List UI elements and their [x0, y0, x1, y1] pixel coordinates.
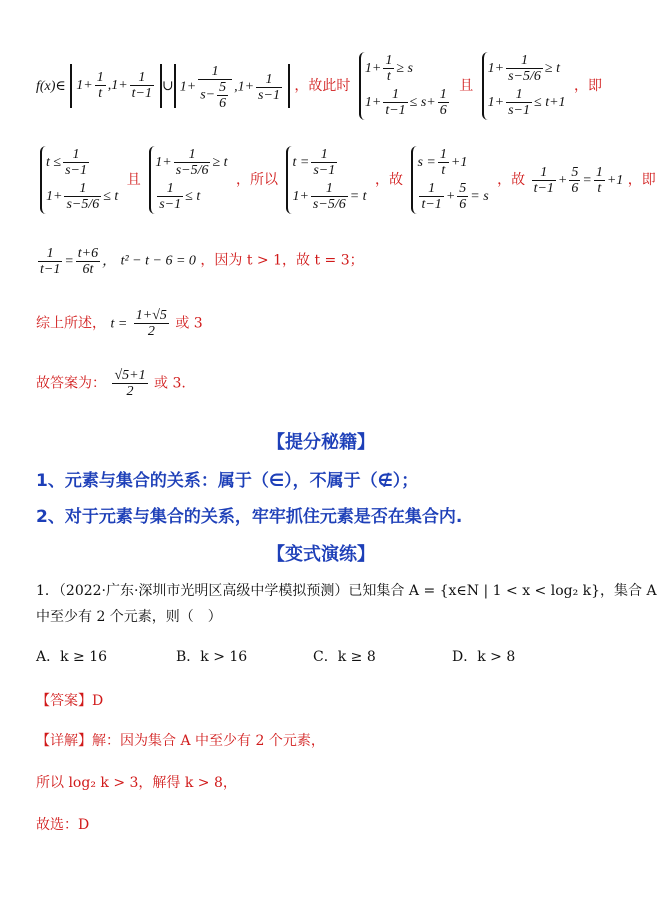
systems-line — [36, 146, 656, 214]
quadratic-equation: t² − t − 6 = 0 — [120, 253, 196, 269]
summary-line: 综上所述， t = $\frac{1+√5}{2}$ 或 3 — [36, 308, 203, 339]
detail-line-2: 所以 log₂ k > 3，解得 k > 8， — [36, 775, 237, 791]
quadratic-line — [36, 246, 618, 277]
choice-d: D．k > 8 — [452, 649, 516, 665]
connector-text: ，故 — [375, 172, 404, 188]
fx-expression: f(x)∈ — [36, 79, 66, 94]
connector-text: ，所以 — [236, 172, 279, 188]
connector-text: ，即 — [627, 172, 656, 188]
detail-label: 【详解】 — [36, 733, 92, 749]
section-heading-tips: 【提分秘籍】 — [267, 432, 375, 453]
summary-fraction: $\frac{1+√5}{2}$ — [135, 308, 167, 339]
connector-text: ，故此时 — [294, 78, 351, 94]
detail-line-1 — [36, 730, 618, 750]
answer-prefix: 故答案为： — [36, 375, 106, 392]
answer-line — [36, 368, 618, 399]
summary-suffix: 或 3 — [175, 315, 203, 332]
connector-text: ，即 — [574, 78, 602, 94]
tip-item-1: 1、元素与集合的关系：属于（∈），不属于（∉）； — [36, 471, 419, 491]
conclusion-line: 故选：D — [36, 817, 90, 833]
interval-bracket-1: 1+ $\frac{1}{t}$ ,1+ $\frac{1}{t-1}$ — [70, 64, 162, 108]
system-6: s = $\frac{1}{t}$ +1 $\frac{1}{t-1}$ + $\frac{5}{6}$ = s — [411, 146, 488, 214]
tip-item-2: 2、对于元素与集合的关系，牢牢抓住元素是否在集合内. — [36, 507, 463, 527]
conclusion-text: ，因为 t > 1，故 t = 3； — [200, 252, 364, 269]
equation-inline: $\frac{1}{t-1}$ + $\frac{5}{6}$ = $\frac{1}{t}$ +1 — [533, 165, 624, 197]
system-3: t ≤ $\frac{1}{s-1}$ 1+ $\frac{1}{s-5/6}$ ≤ t — [40, 146, 118, 214]
answer-fraction: $\frac{√5+1}{2}$ — [114, 368, 146, 399]
choice-a: A．k ≥ 16 — [36, 649, 108, 665]
system-1: 1+ $\frac{1}{t}$ ≥ s 1+ $\frac{1}{t-1}$ ≤ s+ $\frac{1}{6}$ — [359, 52, 451, 120]
connector-text: 且 — [459, 78, 474, 94]
fraction-equation: $\frac{1}{t-1}$ = $\frac{t+6}{6t}$ ， — [40, 246, 117, 277]
section-heading-practice: 【变式演练】 — [267, 544, 375, 565]
interval-bracket-2: 1+ 1 s− $\frac{5}{6}$ ,1+ $\frac{1}{s-1}$ — [174, 64, 290, 108]
system-4: 1+ $\frac{1}{s-5/6}$ ≥ t $\frac{1}{s-1}$ ≤ t — [149, 146, 227, 214]
question-line-1: 1．（2022·广东·深圳市光明区高级中学模拟预测）已知集合 A = {x∈N | 1 < x < log₂ k}，集合 A — [36, 583, 657, 599]
question-line-2: 中至少有 2 个元素，则（ ） — [36, 609, 222, 625]
choice-c: C．k ≥ 8 — [313, 649, 376, 665]
choice-b: B．k > 16 — [176, 649, 248, 665]
system-5: t = $\frac{1}{s-1}$ 1+ $\frac{1}{s-5/6}$ = t — [286, 146, 366, 214]
connector-text: ，故 — [497, 172, 526, 188]
connector-text: 且 — [126, 172, 141, 188]
summary-prefix: 综上所述， — [36, 315, 106, 332]
system-2: 1+ $\frac{1}{s-5/6}$ ≥ t 1+ $\frac{1}{s-1}$ ≤ t+1 — [482, 52, 566, 120]
detail-text: 解：因为集合 A 中至少有 2 个元素， — [92, 733, 325, 749]
answer-label: 【答案】D — [36, 693, 104, 709]
interval-line: f(x)∈ 1+ $\frac{1}{t}$ ,1+ $\frac{1}{t-1}$ ∪ 1+ 1 s− $\frac{5}{6}$ ,1+ $\frac{1}{s-1}$ ，故此时 1+ $\frac{1}{t}$ ≥ s 1+ $\frac{1}{t-1}$ ≤ s+ $\frac{1}{6}$ 且 1+ $\frac{1}{s-5/6}$ ≥ t 1+ $\frac{1}{s-1}$ ≤ t+1 ，即 — [36, 53, 602, 119]
answer-suffix: 或 3. — [154, 375, 186, 392]
